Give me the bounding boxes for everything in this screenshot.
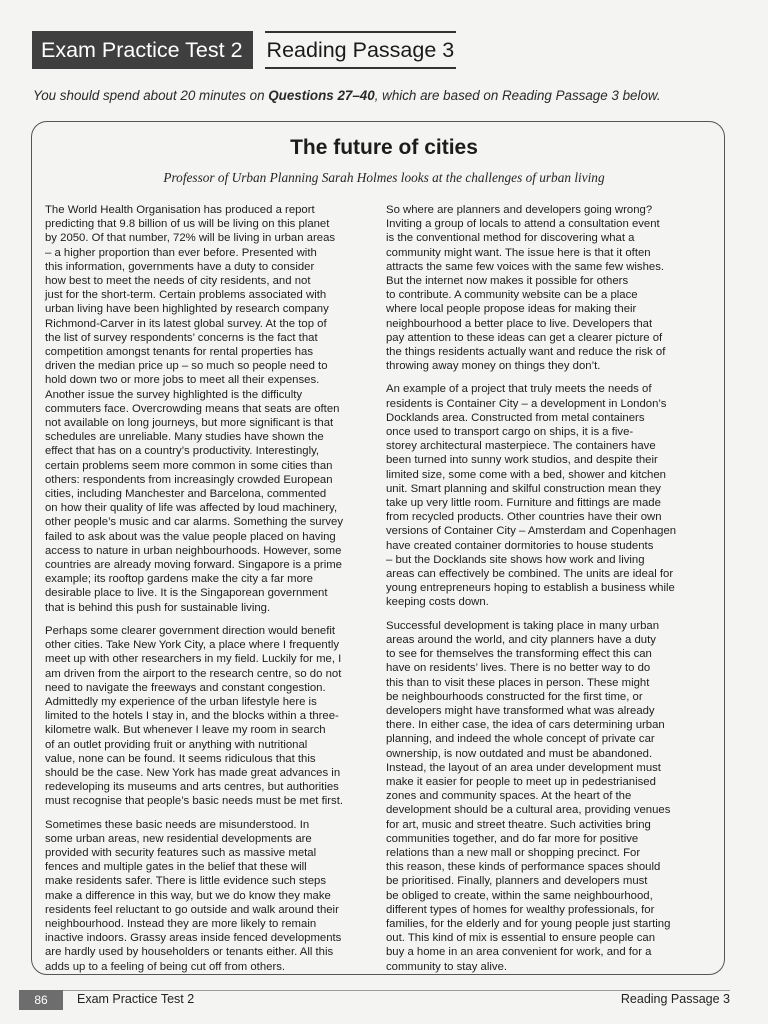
text-line: – a higher proportion than ever before. Presented with <box>45 246 317 259</box>
text-line: unit. Smart planning and skilful construction mean they <box>386 482 661 495</box>
text-line: relations than a new mall or shopping precinct. For <box>386 846 641 859</box>
text-line: areas around the world, and city planners have a duty <box>386 633 656 646</box>
text-line: countries are already moving forward. Singapore is a prime <box>45 559 342 572</box>
text-line: cities, including Manchester and Barcelona, commented <box>45 488 327 501</box>
text-line: am driven from the airport to the research centre, so do not <box>45 667 342 680</box>
text-line: fences and multiple gates in the belief that these will <box>45 861 307 874</box>
article-title: The future of cities <box>290 136 478 159</box>
article-subtitle: Professor of Urban Planning Sarah Holmes looks at the challenges of urban living <box>163 170 605 185</box>
text-line: Docklands area. Constructed from metal containers <box>386 411 645 424</box>
text-line: Instead, the layout of an area under development must <box>386 761 661 774</box>
text-line: are hardly used by householders or tenants either. All this <box>45 946 334 959</box>
text-line: planning, and indeed the whole concept of private car <box>386 733 655 746</box>
text-line: provided with security features such as massive metal <box>45 846 317 859</box>
text-line: ownership, is now outdated and must be abandoned. <box>386 747 653 760</box>
text-line: residents feel reluctant to go outside and walk around their <box>45 903 339 916</box>
text-line: versions of Container City – Amsterdam and Copenhagen <box>386 525 677 538</box>
text-line: on how their quality of life was affected by loud machinery, <box>45 502 338 515</box>
text-line: how best to meet the needs of city residents, and not <box>45 275 311 288</box>
text-line: commuters face. Overcrowding means that seats are often <box>45 402 340 415</box>
test-label: Exam Practice Test 2 <box>32 31 253 69</box>
text-line: there. In either case, the idea of cars determining urban <box>386 719 665 732</box>
paragraph <box>386 619 710 974</box>
text-line: by 2050. Of that number, 72% will be living in urban areas <box>45 232 336 245</box>
instruction-questions: Questions 27–40 <box>268 88 375 103</box>
text-line: predicting that 9.8 billion of us will be living on this planet <box>45 218 330 231</box>
text-line: storey architectural masterpiece. The containers have <box>386 440 656 453</box>
text-line: Perhaps some clearer government direction would benefit <box>45 624 336 637</box>
text-line: areas can effectively be combined. The units are ideal for <box>386 568 674 581</box>
text-line: this than to visit these places in person. These might <box>386 676 650 689</box>
text-line: inactive indoors. Grassy areas inside fenced developments <box>45 932 342 945</box>
paragraph <box>386 382 710 609</box>
text-line: pay attention to these ideas can get a clearer picture of <box>386 331 663 344</box>
paragraph <box>45 203 369 615</box>
text-line: throwing away money on things they don’t. <box>386 360 601 373</box>
text-line: communities together, and do far more for positive <box>386 832 639 845</box>
text-line: of an outlet providing fruit or anything with nutritional <box>45 738 308 751</box>
text-line: for art, music and street theatre. Such activities bring <box>386 818 651 831</box>
footer-test-label: Exam Practice Test 2 <box>77 992 195 1006</box>
text-line: keeping costs down. <box>386 596 489 609</box>
text-line: be neighbourhoods constructed for the first time, or <box>386 690 643 703</box>
text-line: developers might have transformed what was already <box>386 704 655 717</box>
text-line: make it easier for people to meet up in pedestrianised <box>386 775 656 788</box>
text-line: So where are planners and developers going wrong? <box>386 204 653 216</box>
text-line: have on residents’ lives. There is no better way to do <box>386 662 651 675</box>
text-line: be prioritised. Finally, planners and developers must <box>386 875 648 888</box>
text-line: The World Health Organisation has produced a report <box>45 204 315 216</box>
text-line: development should be a cultural area, providing venues <box>386 804 671 817</box>
text-line: make a difference in this way, but we do know they make <box>45 889 331 902</box>
text-line: residents is Container City – a development in London’s <box>386 397 667 410</box>
text-line: other cities. Take New York City, a place where I frequently <box>45 639 340 652</box>
text-line: to contribute. A community website can be a place <box>386 289 638 302</box>
text-line: make residents safer. There is little evidence such steps <box>45 875 327 888</box>
text-line: not available on long journeys, but more significant is that <box>45 417 334 430</box>
right-column <box>386 203 710 983</box>
text-line: meet up with other researchers in my field. Luckily for me, I <box>45 653 342 666</box>
text-line: community might want. The issue here is that it often <box>386 246 651 259</box>
text-line: access to nature in urban neighbourhoods. However, some <box>45 544 342 557</box>
text-line: limited size, some come with a bed, shower and kitchen <box>386 468 666 481</box>
text-line: have created container dormitories to house students <box>386 539 654 552</box>
section-label: Reading Passage 3 <box>265 31 457 69</box>
text-line: community to stay alive. <box>386 960 508 973</box>
instruction-text <box>33 88 661 103</box>
text-line: the things residents actually want and reduce the risk of <box>386 346 666 359</box>
text-line: But the internet now makes it possible for others <box>386 275 629 288</box>
text-line: zones and community spaces. At the heart of the <box>386 790 632 803</box>
text-line: out. This kind of mix is essential to ensure people can <box>386 932 656 945</box>
text-line: the list of survey respondents’ concerns is the fact that <box>45 331 318 344</box>
text-line: attracts the same few voices with the same few wishes. <box>386 260 665 273</box>
text-line: this reason, these kinds of performance spaces should <box>386 861 661 874</box>
left-column <box>45 203 369 983</box>
text-line: example; its rooftop gardens make the city a far more <box>45 573 313 586</box>
paragraph <box>45 818 369 974</box>
text-line: value, none can be found. It seems ridiculous that this <box>45 752 316 765</box>
text-line: Admittedly my experience of the urban lifestyle here is <box>45 695 317 708</box>
text-line: Inviting a group of locals to attend a consultation event <box>386 218 660 231</box>
text-line: competition amongst tenants for rental properties has <box>45 346 313 359</box>
footer-section-label: Reading Passage 3 <box>620 992 730 1006</box>
text-line: take up very little room. Furniture and fittings are made <box>386 497 661 510</box>
text-line: different types of homes for wealthy professionals, for <box>386 903 655 916</box>
text-line: neighbourhood. Instead they are more likely to remain <box>45 917 317 930</box>
text-line: buy a home in an area convenient for work, and for a <box>386 946 652 959</box>
text-line: is the conventional method for discovering what a <box>386 232 635 245</box>
page-number: 86 <box>19 990 63 1010</box>
text-line: families, for the elderly and for young people just starting <box>386 917 671 930</box>
text-line: where local people propose ideas for making their <box>386 303 637 316</box>
text-line: once used to transport cargo on ships, it is a five- <box>386 426 634 439</box>
instruction-pre: You should spend about 20 minutes on <box>33 88 269 103</box>
text-line: should be the case. New York has made great advances in <box>45 766 341 779</box>
text-line: limited to the hotels I stay in, and the blocks within a three- <box>45 710 339 723</box>
text-line: neighbourhood a better place to live. Developers that <box>386 317 653 330</box>
text-line: this information, governments have a duty to consider <box>45 260 315 273</box>
text-line: must recognise that people’s basic needs must be met first. <box>45 795 344 808</box>
text-line: Another issue the survey highlighted is the difficulty <box>45 388 303 401</box>
instruction-post: , which are based on Reading Passage 3 below. <box>374 88 661 103</box>
text-line: hold down two or more jobs to meet all their expenses. <box>45 374 320 387</box>
text-line: redeveloping its museums and arts centres, but authorities <box>45 781 339 794</box>
page-header <box>32 31 456 69</box>
text-line: driven the median price up – so much so people need to <box>45 360 328 373</box>
text-line: be obliged to create, within the same neighbourhood, <box>386 889 653 902</box>
text-line: desirable place to live. It is the Singaporean government <box>45 587 328 600</box>
text-line: that is behind this push for sustainable living. <box>45 601 271 614</box>
text-line: Richmond-Carver in its latest global survey. At the top of <box>45 317 327 330</box>
paragraph <box>45 624 369 809</box>
text-line: just for the short-term. Certain problems associated with <box>45 289 327 302</box>
text-line: been turned into sunny work studios, and despite their <box>386 454 658 467</box>
text-line: Sometimes these basic needs are misunderstood. In <box>45 818 310 831</box>
text-line: some urban areas, new residential developments are <box>45 832 312 845</box>
text-line: An example of a project that truly meets the needs of <box>386 383 652 396</box>
text-line: others: respondents from increasingly crowded European <box>45 473 333 486</box>
page-footer <box>19 990 730 1012</box>
text-line: certain problems seem more common in some cities than <box>45 459 333 472</box>
text-line: need to navigate the freeways and constant congestion. <box>45 681 326 694</box>
text-line: urban living have been highlighted by research company <box>45 303 329 316</box>
paragraph <box>386 203 710 373</box>
text-line: kilometre walk. But whenever I leave my room in search <box>45 724 326 737</box>
text-line: Successful development is taking place in many urban <box>386 619 660 632</box>
text-line: young entrepreneurs hoping to establish a business while <box>386 582 675 595</box>
text-line: – but the Docklands site shows how work and living <box>386 553 645 566</box>
text-line: to see for themselves the transforming effect this can <box>386 648 652 661</box>
text-line: effect that has on a country’s productivity. Interestingly, <box>45 445 320 458</box>
text-line: from recycled products. Other countries have their own <box>386 511 662 524</box>
text-line: schedules are unreliable. Many studies have shown the <box>45 431 324 444</box>
text-line: other people’s music and car alarms. Something the survey <box>45 516 344 529</box>
text-line: failed to ask about was the value people placed on having <box>45 530 336 543</box>
text-line: adds up to a feeling of being cut off from others. <box>45 960 286 973</box>
